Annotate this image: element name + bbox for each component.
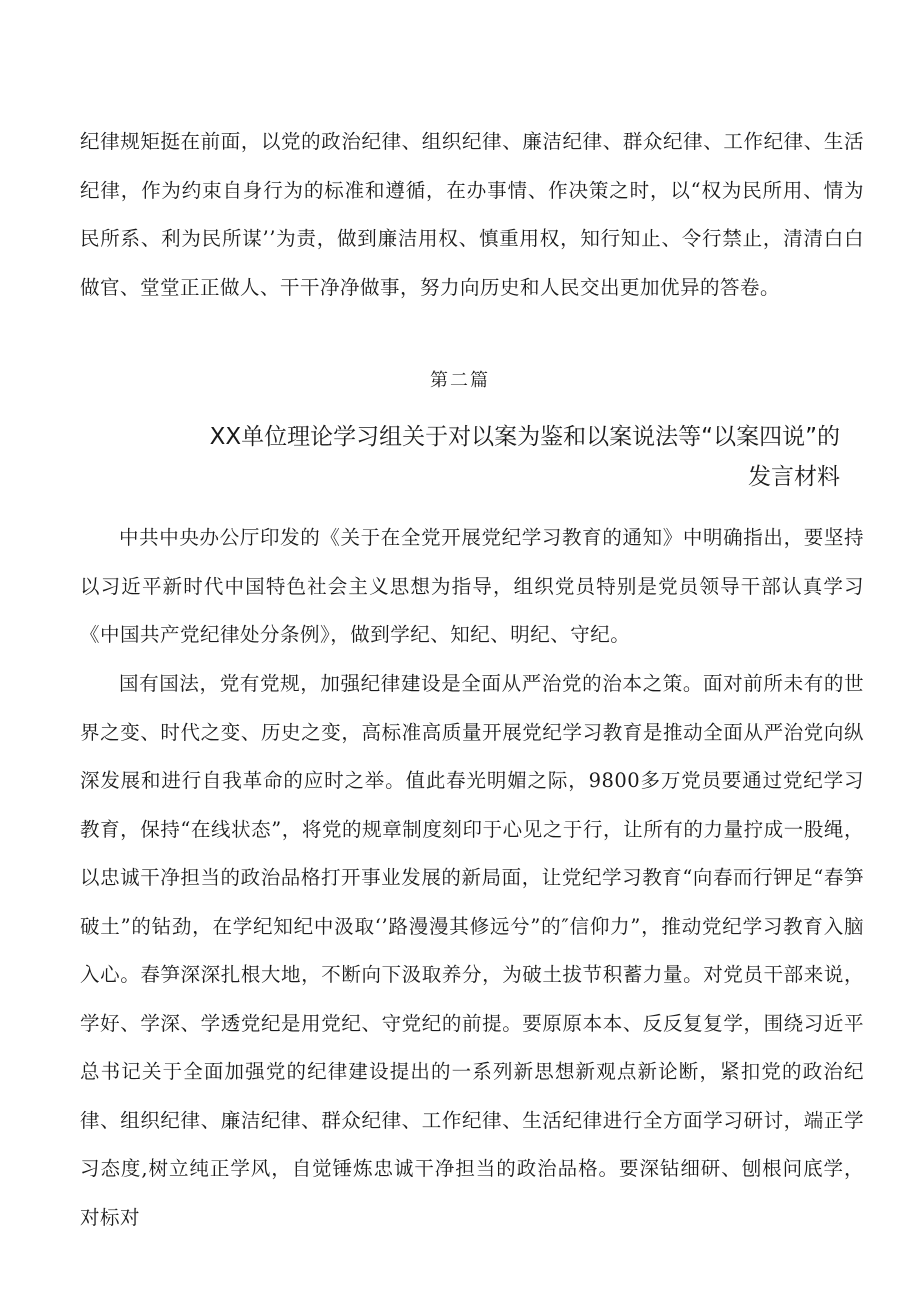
paragraph-2: 中共中央办公厅印发的《关于在全党开展党纪学习教育的通知》中明确指出，要坚持以习近平新时代中国特色社会主义思想为指导，组织党员特别是党员领导干部认真学习《中国共产党纪律处分条例》，做到学纪、知纪、明纪、守纪。 [80, 526, 864, 646]
title-line-2: 发言材料 [748, 464, 840, 490]
paragraph-1: 纪律规矩挺在前面，以党的政治纪律、组织纪律、廉洁纪律、群众纪律、工作纪律、生活纪律，作为约束自身行为的标准和遵循，在办事情、作决策之时，以“权为民所用、情为民所系、利为民所谋’’为责，做到廉洁用权、慎重用权，知行知止、令行禁止，清清白白做官、堂堂正正做人、干干净净做事，努力向历史和人民交出更加优异的答卷。 [80, 130, 864, 299]
paragraph-3: 国有国法，党有党规，加强纪律建设是全面从严治党的治本之策。面对前所未有的世界之变、时代之变、历史之变，高标准高质量开展党纪学习教育是推动全面从严治党向纵深发展和进行自我革命的应时之举。值此春光明媚之际，9800多万党员要通过党纪学习教育，保持“在线状态”，将党的规章制度刻印于心见之于行，让所有的力量拧成一股绳，以忠诚干净担当的政治品格打开事业发展的新局面，让党纪学习教育“向春而行钾足“春笋破土”的钻劲，在学纪知纪中汲取‘’路漫漫其修远兮”的″信仰力”，推动党纪学习教育入脑入心。春笋深深扎根大地，不断向下汲取养分，为破土拔节积蓄力量。对党员干部来说，学好、学深、学透党纪是用党纪、守党纪的前提。要原原本本、反反复复学，围绕习近平总书记关于全面加强党的纪律建设提出的一系列新思想新观点新论断，紧扣党的政治纪律、组织纪律、廉洁纪律、群众纪律、工作纪律、生活纪律进行全方面学习研讨，端正学习态度,树立纯正学风，自觉锤炼忠诚干净担当的政治品格。要深钻细研、刨根问底学，对标对 [80, 672, 864, 1229]
document-title [80, 417, 840, 497]
section-heading: 第二篇 [430, 370, 490, 391]
title-line-1: XX单位理论学习组关于对以案为鉴和以案说法等“以案四说”的 [209, 424, 840, 450]
